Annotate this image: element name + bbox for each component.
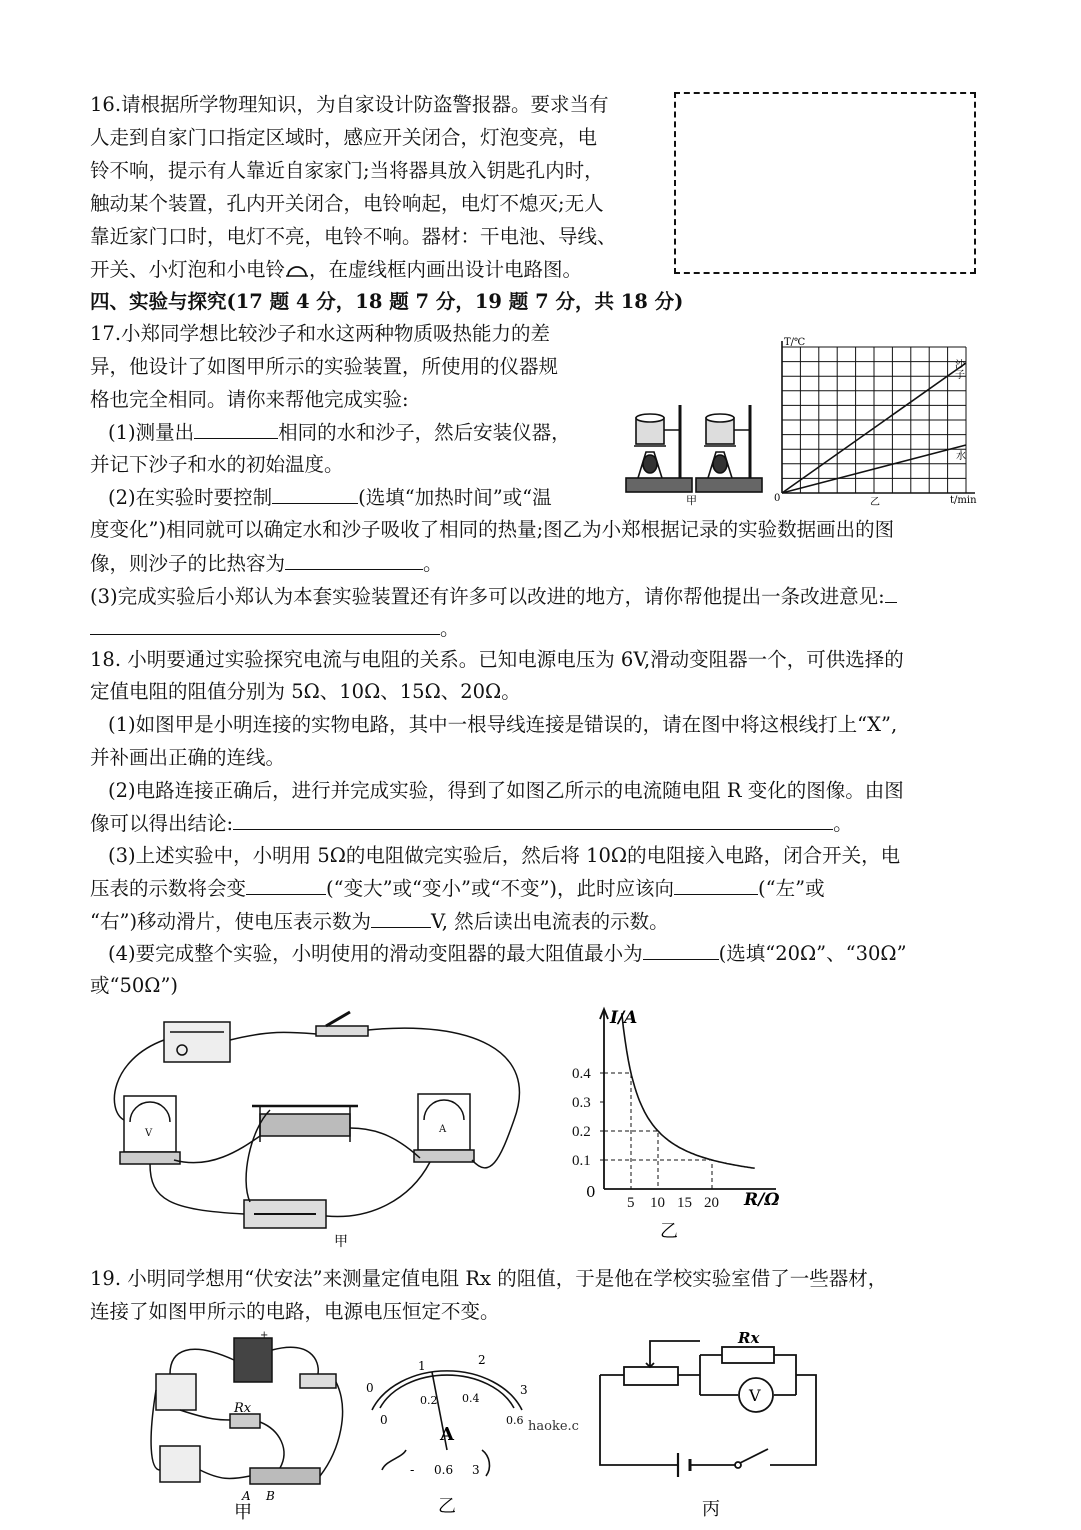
svg-text:V: V xyxy=(145,1128,153,1139)
q16-line-3: 铃不响，提示有人靠近自家家门;当将器具放入钥匙孔内时， xyxy=(90,159,604,182)
q19-schematic-voltmeter: V xyxy=(749,1386,761,1405)
q18-blank-conclusion[interactable] xyxy=(233,809,833,830)
q18-line-10-text-a: (4)要完成整个实验，小明使用的滑动变阻器的最大阻值最小为 xyxy=(108,942,643,965)
q19-schematic-figure xyxy=(590,1329,830,1525)
q17-p2d xyxy=(90,549,443,578)
q19-fig-jia-a: A xyxy=(242,1489,251,1503)
q19-physical-circuit-figure xyxy=(150,1330,350,1523)
q16-line-1: 16.请根据所学物理知识，为自家设计防盗警报器。要求当有 xyxy=(90,93,609,116)
q17-chart-water-label: 水 xyxy=(956,451,966,462)
q18-line-10 xyxy=(108,939,907,968)
q18-line-11: 或“50Ω”) xyxy=(90,974,179,997)
svg-text:A: A xyxy=(439,1124,447,1135)
q18-y-tick-label: 0.2 xyxy=(572,1124,591,1140)
q18-line-10-text-b: (选填“20Ω”、“30Ω” xyxy=(718,942,907,965)
q19-fig-yi-label: 乙 xyxy=(438,1496,456,1517)
q19-dial-top-1: 1 xyxy=(418,1359,426,1373)
q19-line-2: 连接了如图甲所示的电路，电源电压恒定不变。 xyxy=(90,1300,500,1323)
q19-terminal-minus: - xyxy=(410,1463,415,1478)
q19-dial-bottom-1: 0.2 xyxy=(420,1394,438,1407)
q17-p1c: 并记下沙子和水的初始温度。 xyxy=(90,453,344,476)
q19-dial-unit: A xyxy=(440,1424,454,1445)
q17-p3-text-a: (3)完成实验后小郑认为本套实验装置还有许多可以改进的地方，请你帮他提出一条改进意见: xyxy=(90,585,885,608)
q16-line-5: 靠近家门口时，电灯不亮，电铃不响。器材：干电池、导线、 xyxy=(90,225,617,248)
q18-y-tick-label: 0.1 xyxy=(572,1153,591,1169)
q19-terminal-3: 3 xyxy=(472,1463,480,1477)
q17-intro-1: 17.小郑同学想比较沙子和水这两种物质吸热能力的差 xyxy=(90,322,551,345)
q18-blank-voltage[interactable] xyxy=(371,907,431,928)
q17-blank-1[interactable] xyxy=(194,418,278,439)
q19-terminal-06: 0.6 xyxy=(434,1463,454,1477)
q18-line-7: (3)上述实验中，小明用 5Ω的电阻做完实验后，然后将 10Ω的电阻接入电路，闭合开关，电 xyxy=(108,844,901,867)
q18-curve xyxy=(622,1013,755,1168)
q18-line-9 xyxy=(90,907,669,936)
q18-line-6-text: 像可以得出结论: xyxy=(90,812,234,835)
bell-icon xyxy=(285,262,309,280)
q19-ammeter-dial-figure xyxy=(362,1350,579,1520)
q17-p1 xyxy=(108,418,571,447)
q17-p2-text-e: 。 xyxy=(423,552,443,575)
q18-line-1: 18. 小明要通过实验探究电流与电阻的关系。已知电源电压为 6V,滑动变阻器一个，可供选择的 xyxy=(90,648,904,671)
q18-x-tick-label: 20 xyxy=(704,1195,719,1211)
q16-line-6b: ，在虚线框内画出设计电路图。 xyxy=(309,258,583,281)
q18-blank-voltage-change[interactable] xyxy=(246,874,326,895)
q18-blank-direction[interactable] xyxy=(674,874,758,895)
q17-p1-text-a: (1)测量出 xyxy=(108,421,195,444)
q17-chart-sand-label: 沙子 xyxy=(952,359,964,379)
q18-line-2: 定值电阻的阻值分别为 5Ω、10Ω、15Ω、20Ω。 xyxy=(90,680,521,703)
q18-line-5: (2)电路连接正确后，进行并完成实验，得到了如图乙所示的电流随电阻 R 变化的图像。由图 xyxy=(108,779,904,802)
q17-p3-end xyxy=(90,614,460,643)
q17-blank-4a[interactable] xyxy=(885,582,897,603)
q17-p1-text-b: 相同的水和沙子，然后安装仪器， xyxy=(278,421,571,444)
q17-chart-xlabel: t/min xyxy=(950,495,977,506)
q19-fig-bing-label: 丙 xyxy=(702,1499,720,1520)
q19-schematic-rx: Rx xyxy=(738,1329,760,1347)
q16-line-4: 触动某个装置，孔内开关闭合，电铃响起，电灯不熄灭;无人 xyxy=(90,192,604,215)
q18-line-8 xyxy=(90,874,825,903)
circuit-drawing-box[interactable] xyxy=(674,92,976,274)
q17-fig-jia-label: 甲 xyxy=(686,494,697,507)
q19-fig-jia-b: B xyxy=(266,1489,275,1503)
q17-intro-3: 格也完全相同。请你来帮他完成实验: xyxy=(90,388,409,411)
q18-line-4: 并补画出正确的连线。 xyxy=(90,746,286,769)
q18-line-6-end: 。 xyxy=(833,812,853,835)
q18-y-tick-label: 0.3 xyxy=(572,1095,591,1111)
q18-blank-rheostat[interactable] xyxy=(643,939,719,960)
q18-chart-ylabel: I/A xyxy=(610,1008,638,1028)
q18-fig-jia-label: 甲 xyxy=(334,1234,348,1250)
q18-x-tick-label: 10 xyxy=(650,1195,665,1211)
q17-p3-text-b: 。 xyxy=(440,617,460,640)
q19-line-1: 19. 小明同学想用“伏安法”来测量定值电阻 Rx 的阻值，于是他在学校实验室借了一些器材， xyxy=(90,1267,888,1290)
watermark-text: haoke.c xyxy=(528,1419,579,1434)
q16-line-6 xyxy=(90,256,582,284)
q17-blank-2[interactable] xyxy=(272,483,358,504)
q17-chart-yi-label: 乙 xyxy=(870,497,880,508)
q18-x-tick-label: 15 xyxy=(677,1195,692,1211)
q18-chart-origin: 0 xyxy=(586,1183,596,1201)
section-title: 四、实验与探究(17 题 4 分，18 题 7 分，19 题 7 分，共 18 分) xyxy=(90,290,684,313)
q19-dial-top-2: 2 xyxy=(478,1353,486,1367)
q19-dial-top-0: 0 xyxy=(366,1381,374,1395)
q18-chart-xlabel: R/Ω xyxy=(744,1190,780,1210)
q16-line-2: 人走到自家门口指定区域时，感应开关闭合，灯泡变亮，电 xyxy=(90,126,598,149)
q18-line-9-text-b: V, 然后读出电流表的示数。 xyxy=(431,910,669,933)
q17-p2 xyxy=(108,483,552,512)
q17-apparatus-figure xyxy=(624,400,774,506)
q17-blank-4b[interactable] xyxy=(90,614,440,635)
q18-line-8-text-c: (“左”或 xyxy=(758,877,825,900)
q17-p2c: 度变化”)相同就可以确定水和沙子吸收了相同的热量;图乙为小郑根据记录的实验数据画出的图 xyxy=(90,518,895,541)
q19-fig-jia-rx: Rx xyxy=(234,1401,252,1416)
q18-y-tick-label: 0.4 xyxy=(572,1066,591,1082)
q18-x-tick-label: 5 xyxy=(627,1195,635,1211)
q18-chart-yi-label: 乙 xyxy=(660,1221,678,1242)
q19-dial-top-3: 3 xyxy=(520,1383,528,1397)
q18-line-8-text-b: (“变大”或“变小”或“不变”)，此时应该向 xyxy=(326,877,675,900)
q18-line-9-text-a: “右”)移动滑片，使电压表示数为 xyxy=(90,910,372,933)
q17-p2-text-d: 像，则沙子的比热容为 xyxy=(90,552,286,575)
q17-p2-text-b: (选填“加热时间”或“温 xyxy=(358,486,552,509)
q19-fig-jia-label: 甲 xyxy=(234,1502,252,1523)
q17-temperature-chart xyxy=(770,335,1020,508)
svg-text:+: + xyxy=(260,1330,269,1341)
q17-blank-3[interactable] xyxy=(285,549,423,570)
q19-dial-bottom-2: 0.4 xyxy=(462,1392,480,1405)
q18-physical-circuit-figure xyxy=(110,1010,530,1250)
q17-p2-text-a: (2)在实验时要控制 xyxy=(108,486,273,509)
q17-p3 xyxy=(90,582,897,611)
q17-chart-ylabel: T/℃ xyxy=(784,337,806,348)
q18-line-8-text-a: 压表的示数将会变 xyxy=(90,877,247,900)
q17-intro-2: 异，他设计了如图甲所示的实验装置，所使用的仪器规 xyxy=(90,355,559,378)
q19-dial-bottom-0: 0 xyxy=(380,1413,388,1427)
q18-line-6 xyxy=(90,809,853,838)
q18-line-3: (1)如图甲是小明连接的实物电路，其中一根导线连接是错误的，请在图中将这根线打上“X”, xyxy=(108,713,898,736)
q18-current-resistance-chart xyxy=(560,1005,800,1245)
q19-dial-bottom-3: 0.6 xyxy=(506,1414,524,1427)
q16-line-6a: 开关、小灯泡和小电铃 xyxy=(90,258,286,281)
q17-chart-origin: 0 xyxy=(774,493,781,504)
